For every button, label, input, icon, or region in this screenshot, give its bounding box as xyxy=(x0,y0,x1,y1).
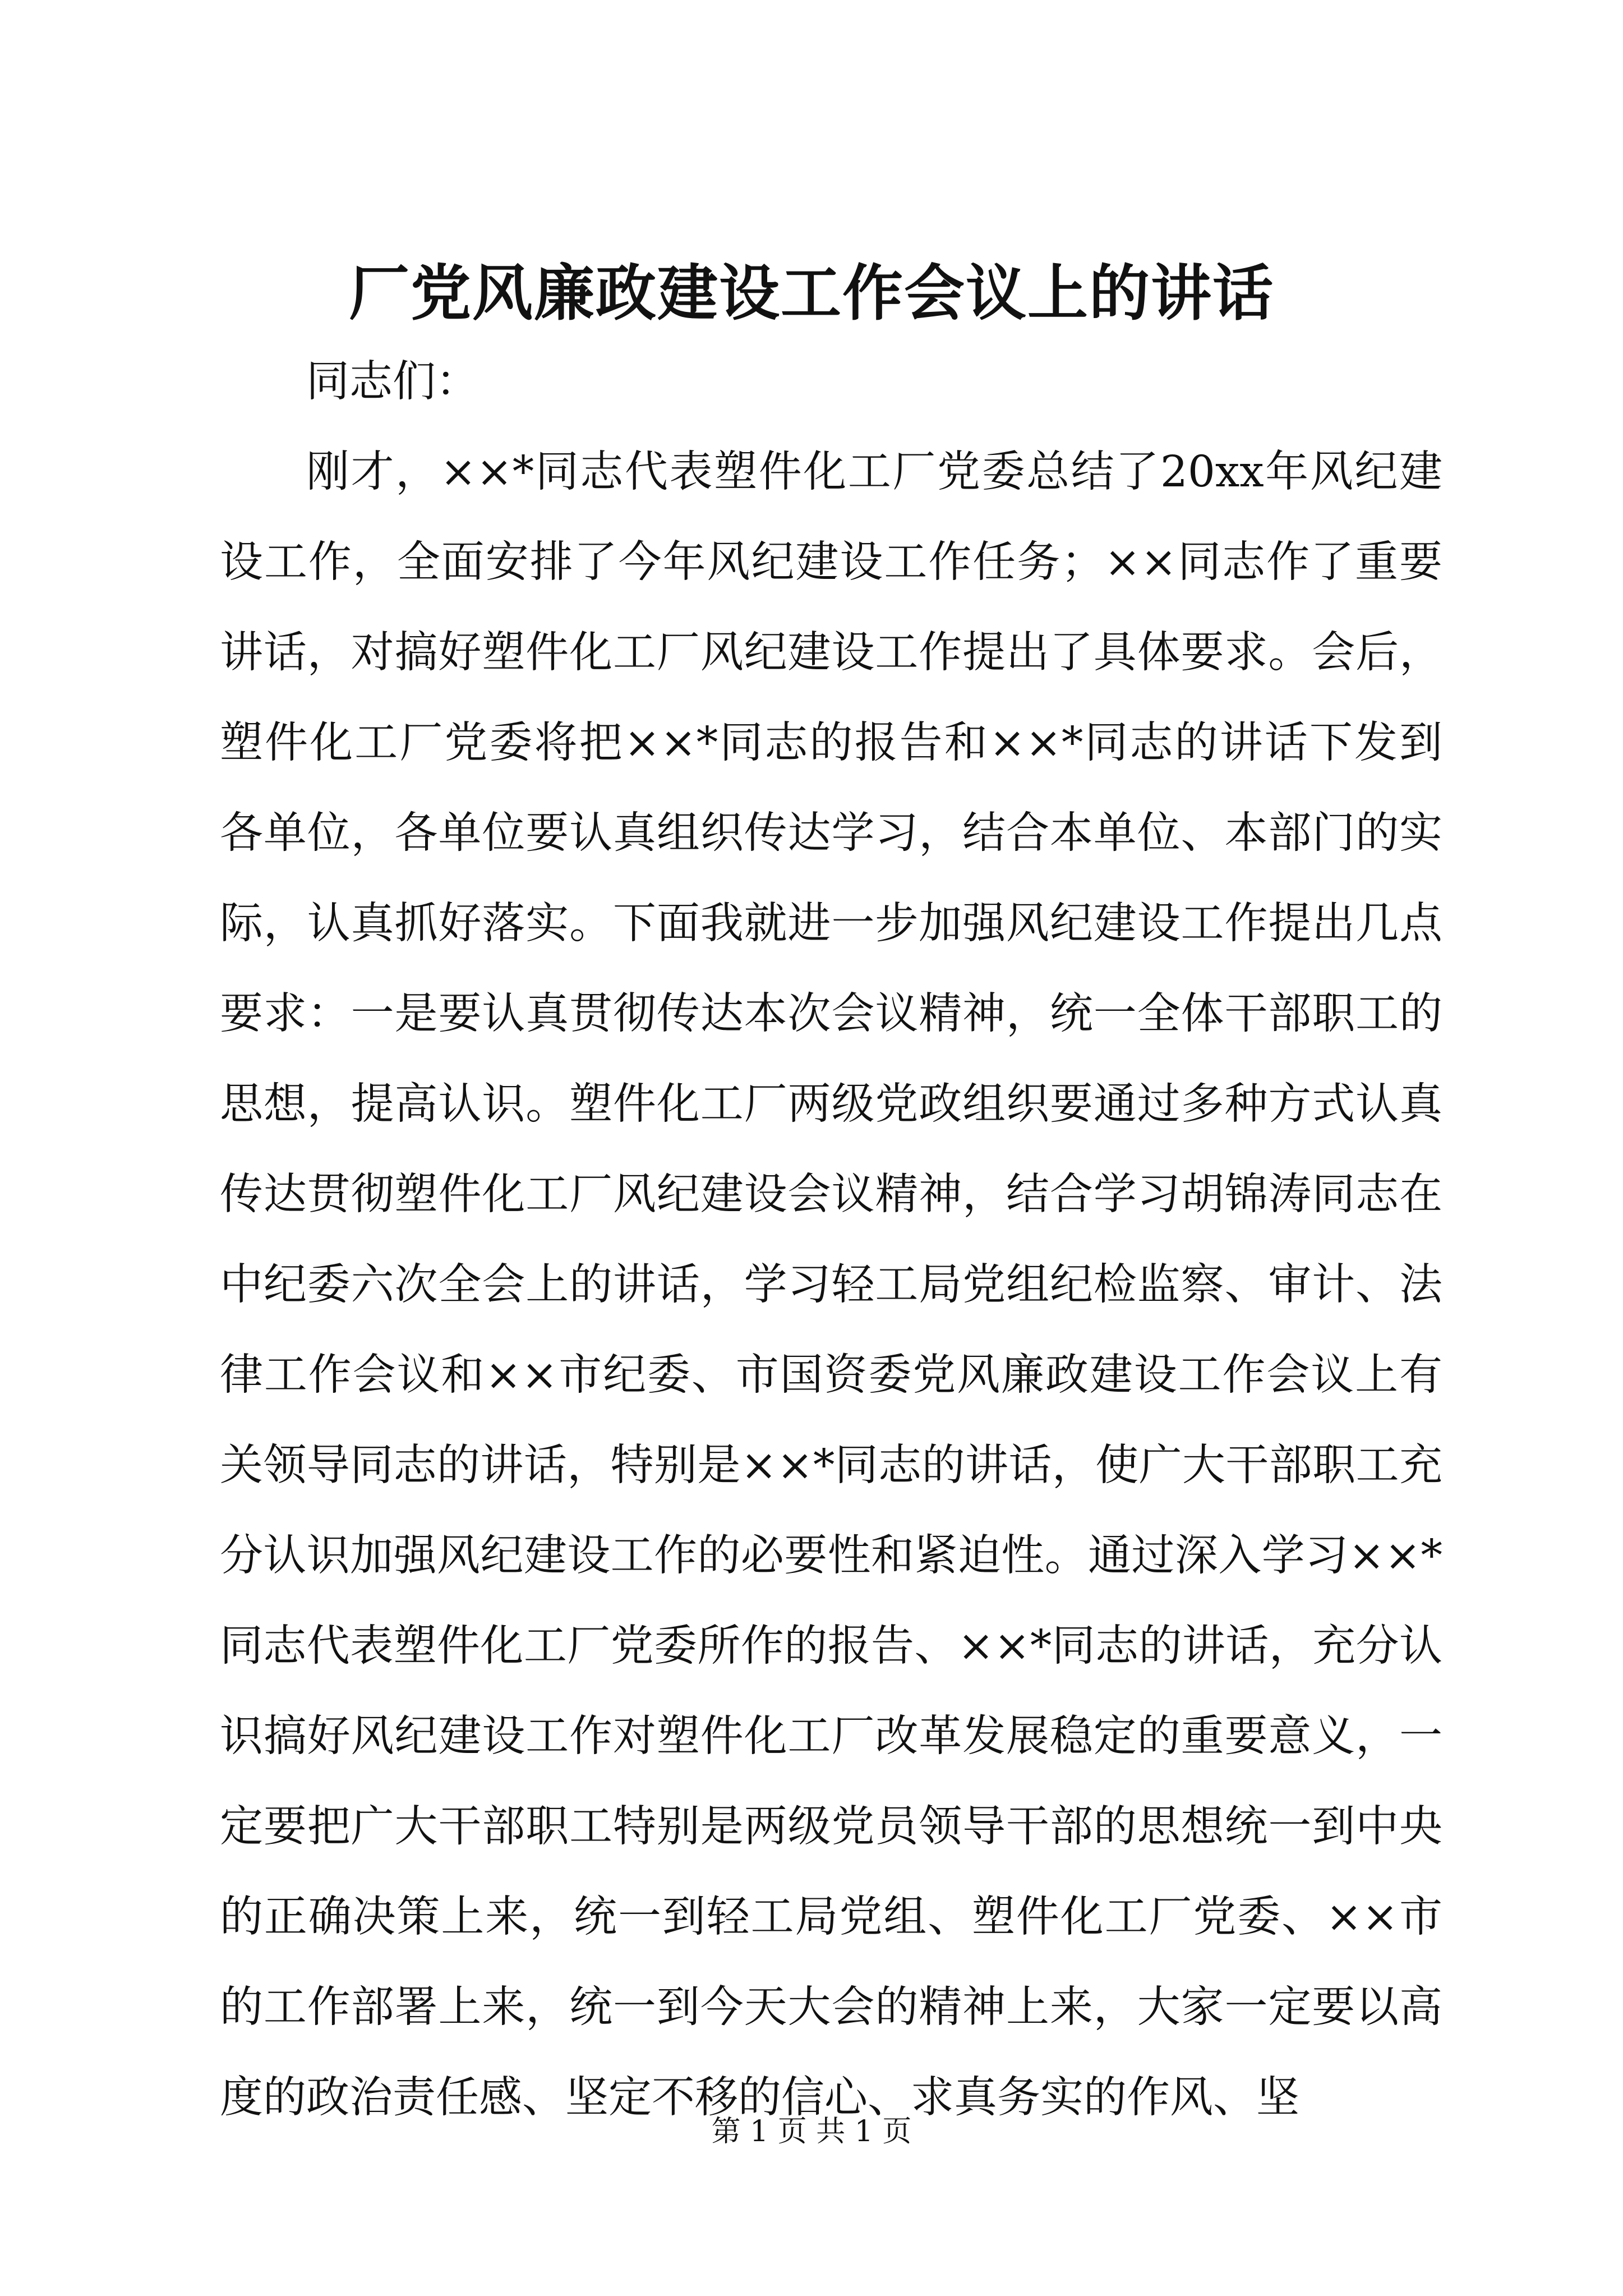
document-body xyxy=(220,337,1442,2143)
salutation: 同志们： xyxy=(306,357,479,407)
document-title: 厂党风廉政建设工作会议上的讲话 xyxy=(348,258,1274,329)
body-paragraph: 刚才，××*同志代表塑件化工厂党委总结了20xx年风纪建设工作，全面安排了今年风纪建设工作任务；××同志作了重要讲话，对搞好塑件化工厂风纪建设工作提出了具体要求。会后，塑件化工厂党委将把××*同志的报告和××*同志的讲话下发到各单位，各单位要认真组织传达学习，结合本单位、本部门的实际，认真抓好落实。下面我就进一步加强风纪建设工作提出几点要求：一是要认真贯彻传达本次会议精神，统一全体干部职工的思想，提高认识。塑件化工厂两级党政组织要通过多种方式认真传达贯彻塑件化工厂风纪建设会议精神，结合学习胡锦涛同志在中纪委六次全会上的讲话，学习轻工局党组纪检监察、审计、法律工作会议和××市纪委、市国资委党风廉政建设工作会议上有关领导同志的讲话，特别是××*同志的讲话，使广大干部职工充分认识加强风纪建设工作的必要性和紧迫性。通过深入学习××*同志代表塑件化工厂党委所作的报告、××*同志的讲话，充分认识搞好风纪建设工作对塑件化工厂改革发展稳定的重要意义，一定要把广大干部职工特别是两级党员领导干部的思想统一到中央的正确决策上来，统一到轻工局党组、塑件化工厂党委、××市的工作部署上来，统一到今天大会的精神上来，大家一定要以高度的政治责任感、坚定不移的信心、求真务实的作风、坚 xyxy=(220,447,1442,2123)
page-footer: 第 1 页 共 1 页 xyxy=(711,2115,912,2148)
